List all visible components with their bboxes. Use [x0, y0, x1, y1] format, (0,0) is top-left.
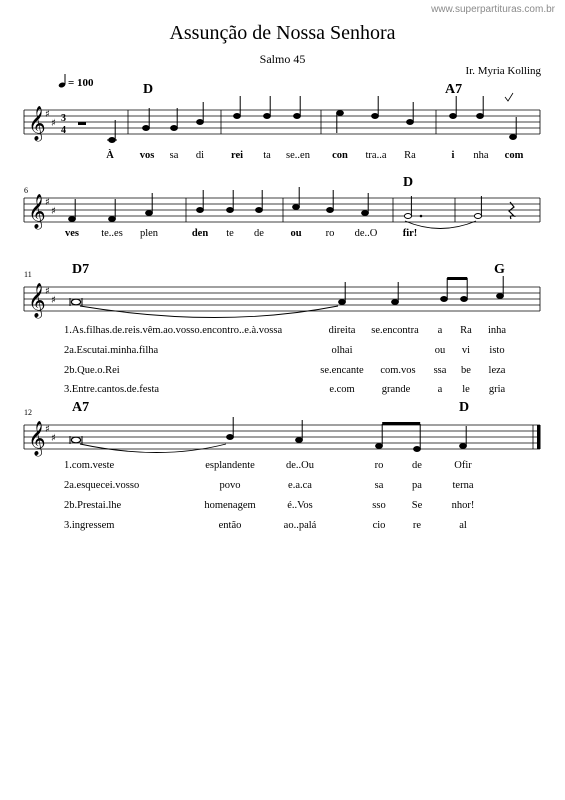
lyric-syllable: a [437, 384, 443, 395]
verse-label: 2a.esquecei.vosso [64, 480, 140, 491]
lyric-syllable: ou [434, 345, 446, 356]
lyric-syllable: tra..a [365, 150, 387, 161]
lyric-syllable: vi [461, 345, 471, 356]
lyric-syllable: Ra [460, 325, 472, 336]
lyric-syllable: com [504, 150, 524, 161]
breath-mark-icon [505, 93, 513, 101]
verse-label: 1.As.filhas.de.reis.vêm.ao.vosso.encontro..e.à.vossa [64, 325, 283, 336]
treble-clef-icon: 𝄞 [28, 194, 46, 229]
lyric-syllable: pa [412, 480, 422, 491]
lyric-syllable: ves [65, 228, 79, 239]
lyric-syllable: olhai [331, 345, 353, 356]
lyric-syllable: te [226, 228, 234, 239]
sharp-icon: ♯ [45, 424, 50, 435]
lyric-syllable: se.encontra [371, 325, 419, 336]
lyric-syllable: nhor! [451, 500, 475, 511]
lyric-syllable: rei [230, 150, 244, 161]
sharp-icon: ♯ [45, 109, 50, 120]
lyric-syllable: den [191, 228, 209, 239]
sharp-icon: ♯ [45, 286, 50, 297]
lyric-syllable: sa [374, 480, 384, 491]
lyric-syllable: inha [487, 325, 507, 336]
lyric-syllable: ro [374, 460, 384, 471]
verse-label: 2b.Que.o.Rei [64, 365, 120, 376]
lyric-syllable: direita [328, 325, 356, 336]
chord-symbol: G [494, 262, 505, 277]
sharp-icon: ♯ [51, 118, 56, 129]
lyric-syllable: Ra [404, 150, 416, 161]
staff-system-4 [0, 415, 565, 465]
tempo-marking [58, 74, 94, 89]
lyric-syllable: gria [488, 384, 506, 395]
lyric-syllable: nha [473, 150, 489, 161]
beam [447, 277, 467, 280]
song-subtitle: Salmo 45 [259, 52, 306, 66]
treble-clef-icon: 𝄞 [28, 283, 46, 318]
half-rest-icon [78, 122, 86, 125]
treble-clef-icon: 𝄞 [28, 421, 46, 456]
tempo-value: = 100 [68, 77, 94, 89]
time-signature-bottom: 4 [61, 125, 66, 136]
sharp-icon: ♯ [51, 206, 56, 217]
lyric-syllable: a [437, 325, 443, 336]
chord-symbol: D7 [72, 262, 90, 277]
time-signature-top: 3 [61, 113, 66, 124]
lyric-syllable: Ofir [454, 460, 472, 471]
lyric-syllable: al [459, 520, 467, 531]
tie [80, 306, 338, 318]
beam [382, 422, 420, 425]
lyric-syllable: cio [372, 520, 386, 531]
measure-number: 6 [24, 186, 28, 195]
lyric-syllable: Se [411, 500, 423, 511]
lyric-syllable: homenagem [204, 500, 256, 511]
chord-symbol: D [143, 82, 154, 97]
lyric-syllable: te..es [101, 228, 123, 239]
lyric-syllable: se.encante [320, 365, 364, 376]
quarter-rest-icon [509, 202, 514, 219]
chord-symbol: A7 [72, 400, 90, 415]
lyric-syllable: leza [488, 365, 506, 376]
lyric-syllable: sso [372, 500, 386, 511]
composer: Ir. Myria Kolling [465, 65, 541, 77]
lyric-syllable: sa [169, 150, 179, 161]
lyric-syllable: fir! [402, 228, 418, 239]
lyric-syllable: isto [489, 345, 505, 356]
lyric-syllable: ta [263, 150, 271, 161]
verse-label: 2b.Prestai.lhe [64, 500, 122, 511]
chord-symbol: D [459, 400, 470, 415]
treble-clef-icon: 𝄞 [28, 106, 46, 141]
staff-system-1 [0, 100, 565, 150]
lyric-syllable: de..O [354, 228, 378, 239]
lyric-syllable: ao..palá [283, 520, 317, 531]
lyric-syllable: ro [325, 228, 335, 239]
lyric-syllable: ou [290, 228, 302, 239]
song-title: Assunção de Nossa Senhora [169, 22, 396, 44]
lyric-syllable: terna [452, 480, 474, 491]
chord-symbol: A7 [445, 82, 463, 97]
lyric-syllable: le [462, 384, 470, 395]
verse-label: 1.com.veste [64, 460, 115, 471]
lyric-syllable: ssa [433, 365, 447, 376]
quarter-note-icon [58, 74, 68, 88]
lyric-syllable: com.vos [380, 365, 416, 376]
verse-label: 2a.Escutai.minha.filha [64, 345, 159, 356]
chord-symbol: D [403, 175, 414, 190]
lyric-syllable: de [254, 228, 264, 239]
final-barline [537, 425, 541, 449]
lyric-syllable: então [218, 520, 242, 531]
lyric-syllable: povo [219, 480, 241, 491]
watermark: www.superpartituras.com.br [431, 4, 555, 15]
sharp-icon: ♯ [51, 433, 56, 444]
lyric-syllable: À [106, 150, 114, 161]
tie [80, 444, 226, 453]
lyric-syllable: di [195, 150, 205, 161]
lyric-syllable: e.com [329, 384, 355, 395]
measure-number: 11 [24, 270, 32, 279]
lyric-syllable: esplandente [205, 460, 255, 471]
sharp-icon: ♯ [45, 197, 50, 208]
lyric-syllable: e.a.ca [288, 480, 312, 491]
lyric-syllable: con [332, 150, 348, 161]
lyric-syllable: plen [139, 228, 159, 239]
lyric-syllable: se..en [286, 150, 310, 161]
lyric-syllable: i [451, 150, 455, 161]
lyric-syllable: é..Vos [287, 500, 313, 511]
lyric-syllable: de..Ou [286, 460, 314, 471]
measure-number: 12 [24, 408, 32, 417]
lyric-syllable: grande [381, 384, 411, 395]
sharp-icon: ♯ [51, 295, 56, 306]
lyric-syllable: be [461, 365, 471, 376]
lyric-syllable: re [412, 520, 422, 531]
verse-label: 3.ingressem [64, 520, 115, 531]
staff-system-2 [0, 188, 565, 238]
lyric-syllable: de [412, 460, 422, 471]
verse-label: 3.Entre.cantos.de.festa [64, 384, 160, 395]
staff-system-3 [0, 277, 565, 327]
lyric-syllable: vos [139, 150, 155, 161]
